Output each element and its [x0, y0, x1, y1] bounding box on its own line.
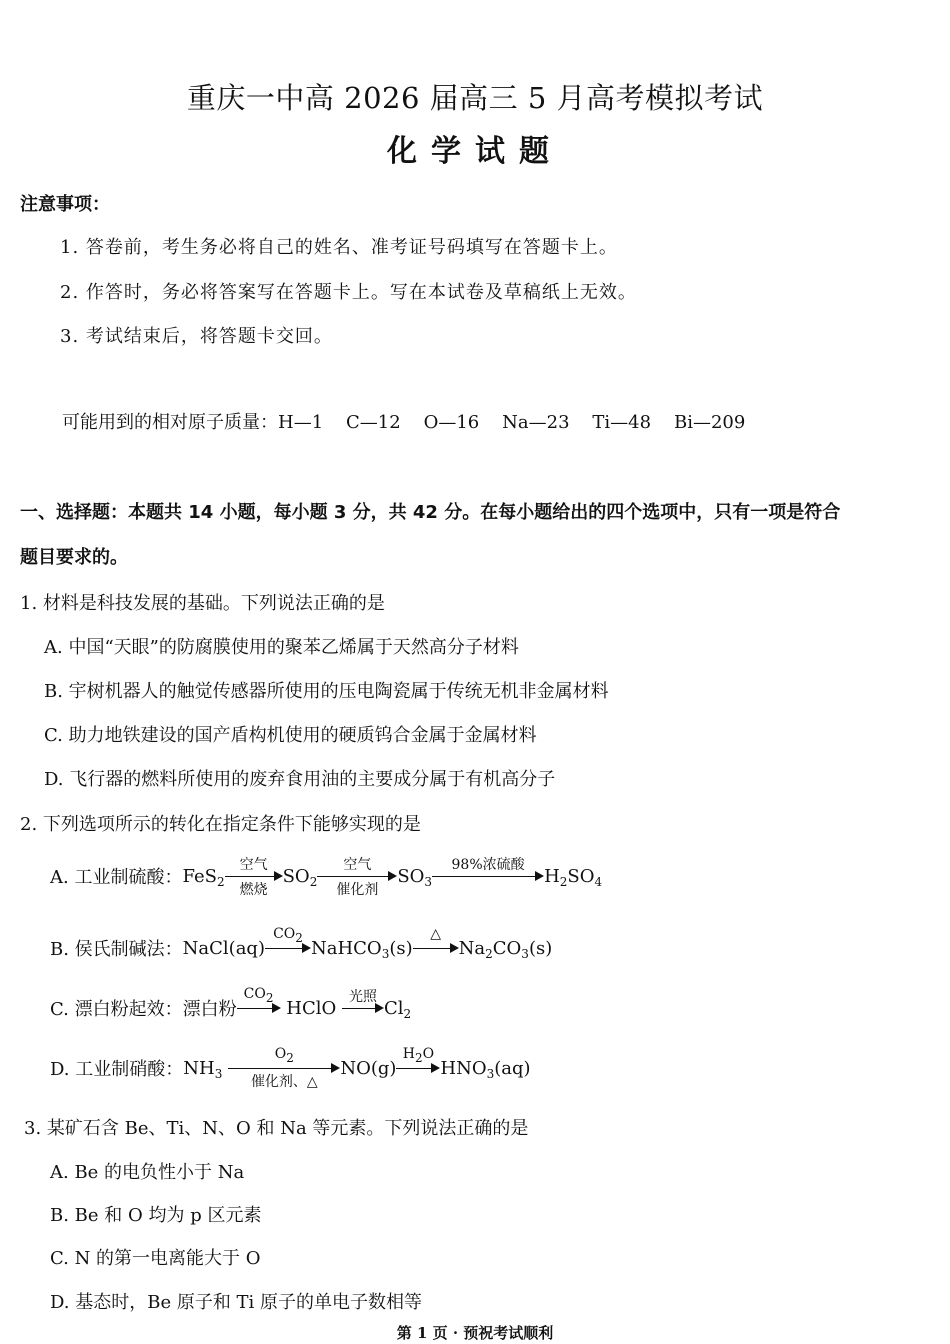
atomic-mass-values: H—1 C—12 O—16 Na—23 Ti—48 Bi—209: [278, 412, 746, 433]
reaction-arrow: 空气 燃烧: [225, 856, 283, 896]
formula: NaHCO$_3$(s): [310, 937, 413, 961]
reaction-arrow: 光照: [342, 988, 384, 1028]
formula: HClO: [280, 997, 343, 1019]
question-3-stem: 3. 某矿石含 Be、Ti、N、O 和 Na 等元素。下列说法正确的是: [24, 1118, 529, 1139]
formula: 漂白粉: [182, 999, 237, 1020]
q2a-label: A. 工业制硫酸：: [50, 867, 183, 888]
reaction-arrow: △: [413, 928, 459, 968]
q2d-label: D. 工业制硝酸：: [50, 1059, 184, 1080]
q2-option-d: [50, 1048, 531, 1088]
notes-heading: 注意事项：: [20, 194, 110, 215]
reaction-arrow: 空气 催化剂: [317, 856, 397, 896]
formula: $Cl_2$: [384, 997, 412, 1021]
reaction-arrow: $CO_2$: [237, 988, 281, 1028]
note-item: 1. 答卷前，考生务必将自己的姓名、准考证号码填写在答题卡上。: [60, 237, 618, 258]
q2-option-c: [50, 988, 411, 1028]
formula: NaCl(aq): [182, 937, 265, 959]
reaction-arrow: 98%浓硫酸: [432, 856, 544, 896]
note-item: 2. 作答时，务必将答案写在答题卡上。写在本试卷及草稿纸上无效。: [60, 282, 637, 303]
subject-title: 化学试题: [387, 134, 563, 169]
q3-option-b: B. Be 和 O 均为 p 区元素: [50, 1205, 262, 1226]
formula: FeS$_2$: [182, 865, 225, 889]
atomic-mass-line: [62, 408, 745, 434]
question-1-stem: 1. 材料是科技发展的基础。下列说法正确的是: [20, 593, 385, 614]
formula: $H_2SO_4$: [544, 865, 603, 889]
q1-option-d: D. 飞行器的燃料所使用的废弃食用油的主要成分属于有机高分子: [44, 769, 556, 790]
q2-option-b: [50, 928, 552, 968]
formula: $HNO_3(aq)$: [440, 1057, 531, 1081]
q1-option-a: A. 中国“天眼”的防腐膜使用的聚苯乙烯属于天然高分子材料: [44, 637, 519, 658]
reaction-arrow: $O_2$ 催化剂、△: [228, 1048, 340, 1088]
formula: $NH_3$: [183, 1057, 223, 1081]
section-heading: 一、选择题：本题共 14 小题，每小题 3 分，共 42 分。在每小题给出的四个选项中，只有一项是符合: [20, 502, 841, 523]
q3-option-c: C. N 的第一电离能大于 O: [50, 1248, 261, 1269]
formula: $Na_2CO_3(s)$: [458, 937, 553, 961]
q1-option-c: C. 助力地铁建设的国产盾构机使用的硬质钨合金属于金属材料: [44, 725, 537, 746]
formula: NO(g): [340, 1057, 397, 1079]
q2c-label: C. 漂白粉起效：: [50, 999, 183, 1020]
formula: $SO_2$: [282, 865, 318, 889]
reaction-arrow: $H_2O$: [396, 1048, 440, 1088]
question-2-stem: 2. 下列选项所示的转化在指定条件下能够实现的是: [20, 814, 421, 835]
page-footer: 第 1 页 · 预祝考试顺利: [396, 1324, 554, 1342]
atomic-mass-label: 可能用到的相对原子质量：: [62, 412, 278, 433]
q2-option-a: [50, 856, 602, 896]
formula: $SO_3$: [397, 865, 433, 889]
q3-option-d: D. 基态时，Be 原子和 Ti 原子的单电子数相等: [50, 1292, 423, 1313]
q1-option-b: B. 宇树机器人的触觉传感器所使用的压电陶瓷属于传统无机非金属材料: [44, 681, 609, 702]
section-heading-cont: 题目要求的。: [20, 547, 128, 568]
q2b-label: B. 侯氏制碱法：: [50, 939, 183, 960]
exam-title: 重庆一中高 2026 届高三 5 月高考模拟考试: [186, 81, 764, 115]
note-item: 3. 考试结束后，将答题卡交回。: [60, 326, 333, 347]
q3-option-a: A. Be 的电负性小于 Na: [50, 1162, 245, 1183]
reaction-arrow: $CO_2$: [265, 928, 311, 968]
